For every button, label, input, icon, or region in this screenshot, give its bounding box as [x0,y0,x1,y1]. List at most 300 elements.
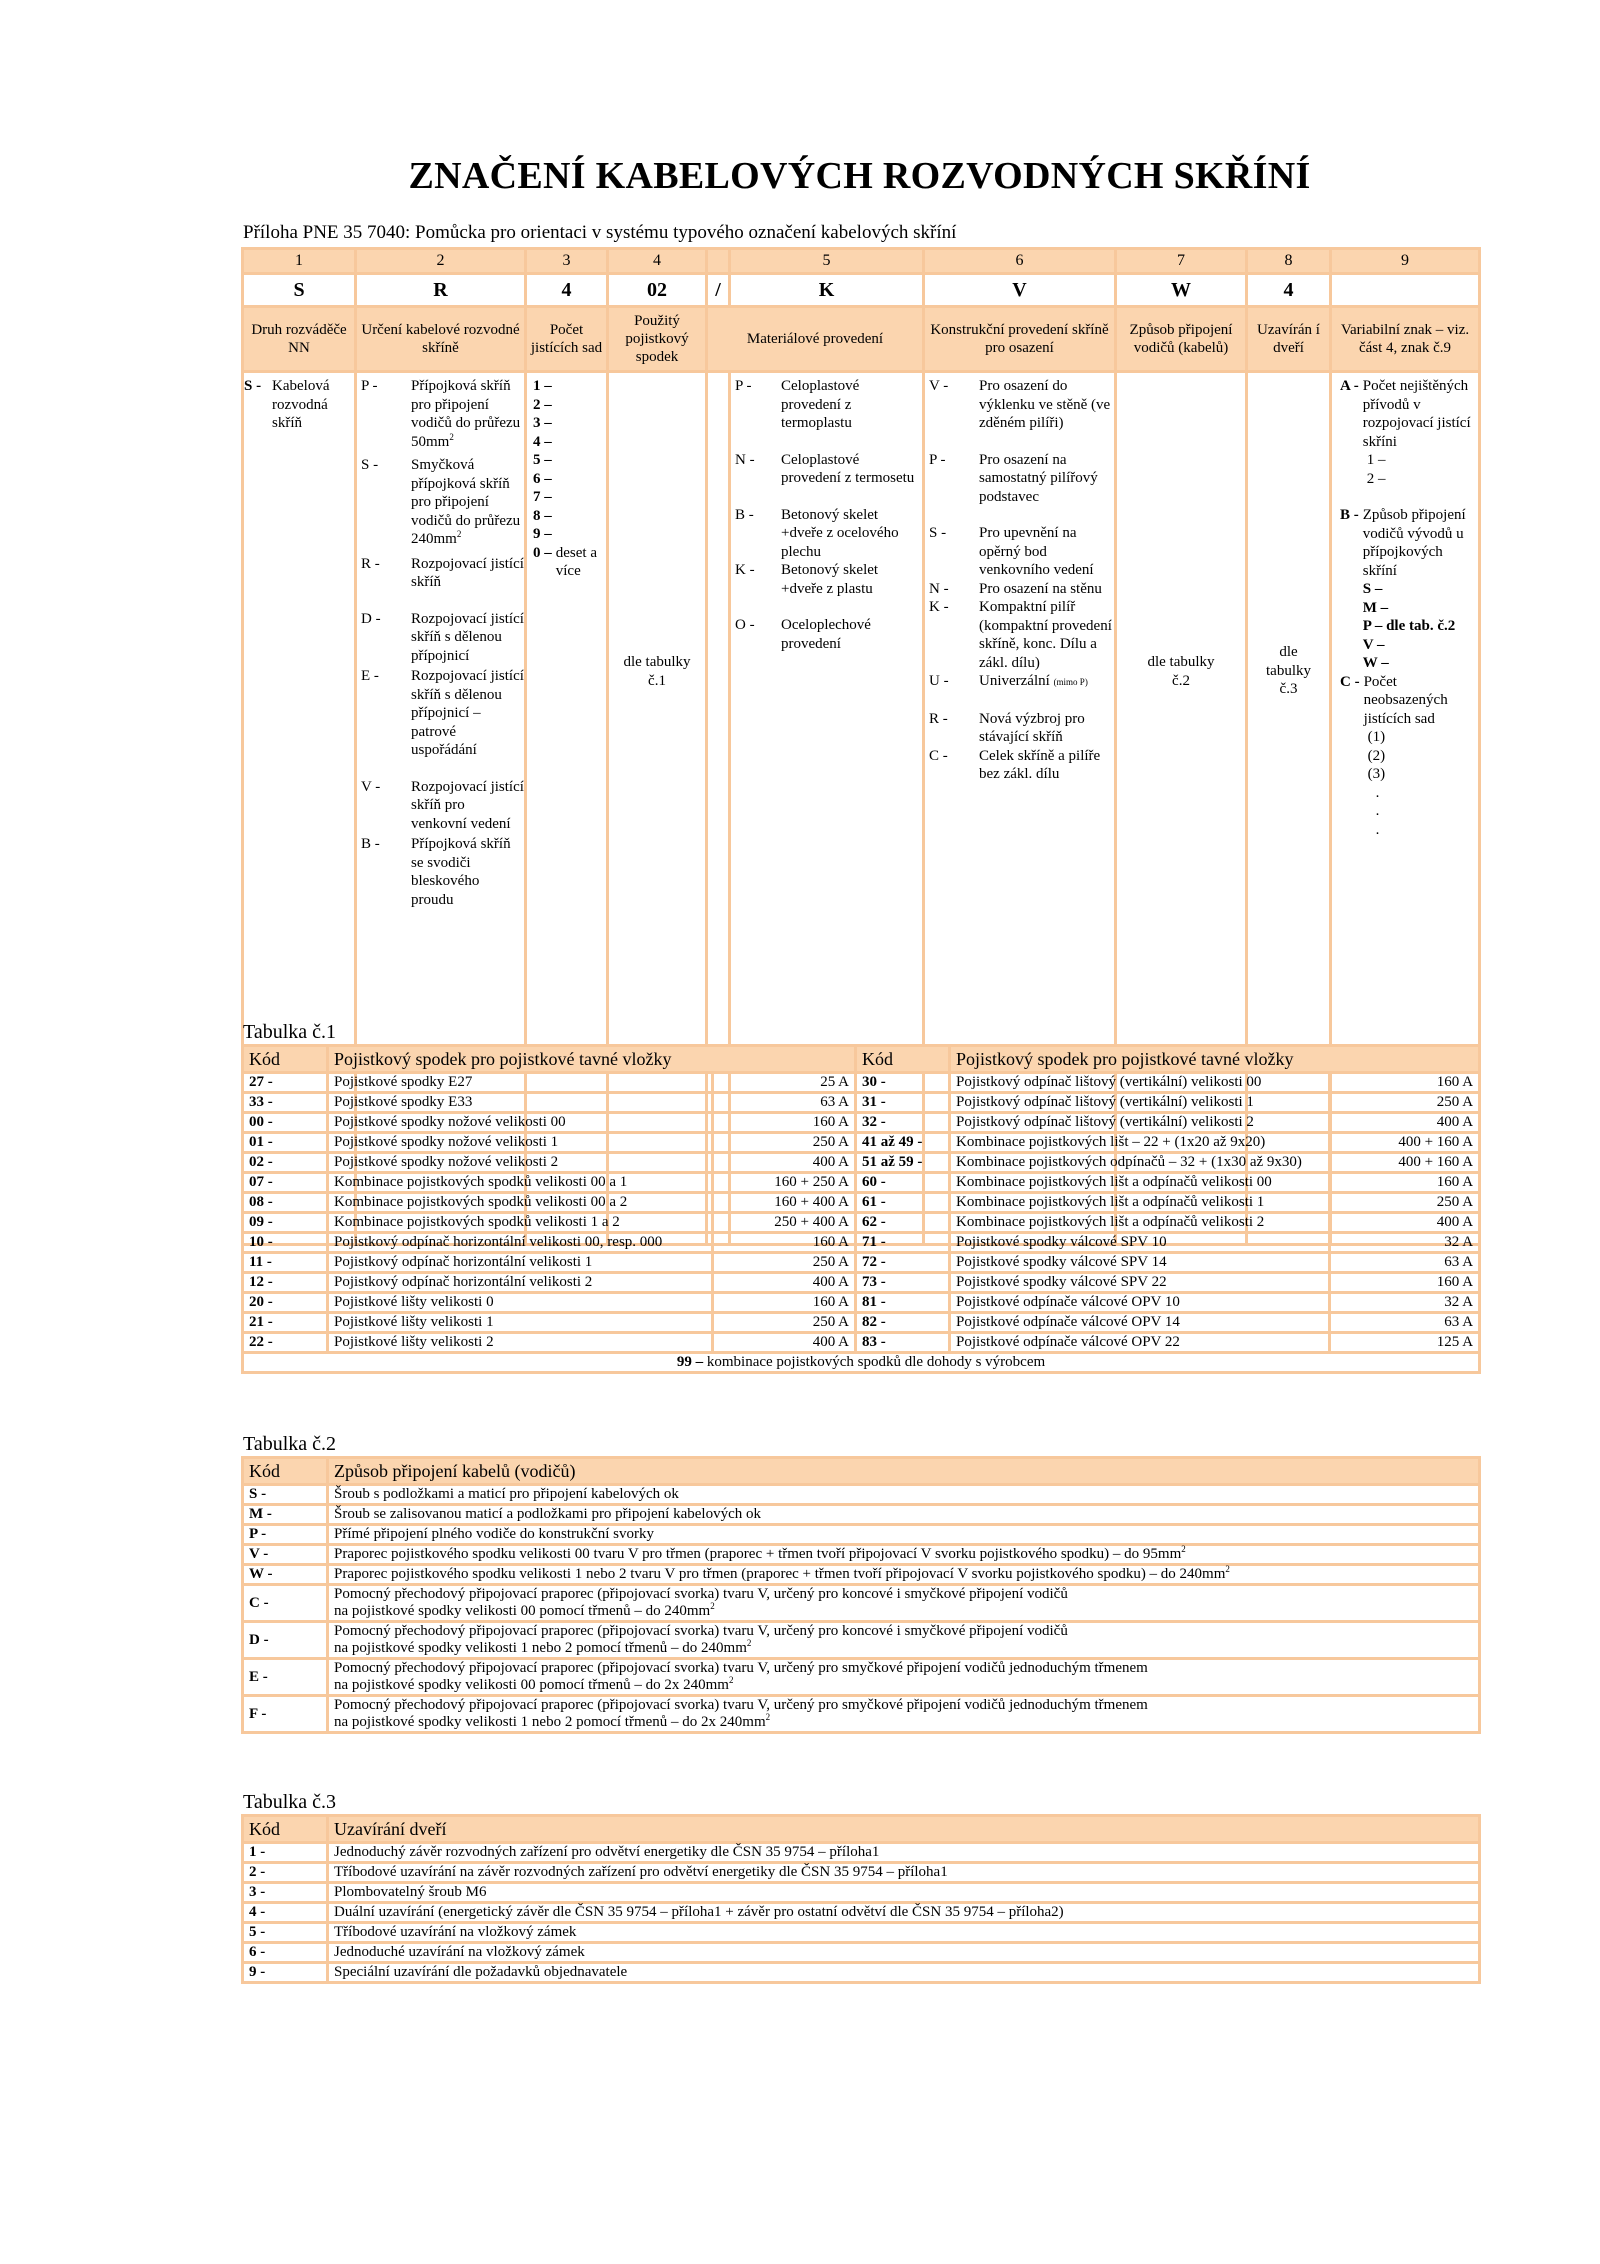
row-line [334,1714,1473,1731]
option-item [361,667,524,760]
row-description: Pojistkové spodky E33 [328,1093,713,1113]
superscript: 2 [449,431,454,442]
option-item [361,377,524,451]
table-row [243,1903,1480,1923]
ref-table3: dle tabulky č.3 [1266,644,1311,697]
option-text-wrap [781,377,922,433]
row-code: 72 - [856,1253,950,1273]
code-letter: 02 [608,274,707,307]
col-number: 1 [243,249,356,274]
row-description: Kombinace pojistkových lišt a odpínačů velikosti 00 [950,1173,1330,1193]
row-description: Pojistkový odpínač horizontální velikosti 2 [328,1273,713,1293]
option-text: Betonový skelet +dveře z ocelového plechu [781,506,899,560]
table1 [241,1044,1481,1374]
row-code: P - [243,1525,328,1545]
row-description: Pojistkový odpínač lištový (vertikální) velikosti 00 [950,1073,1330,1093]
row-rating: 160 + 250 A [713,1173,856,1193]
row-rating: 250 A [1330,1193,1480,1213]
row-rating: 160 A [713,1233,856,1253]
table-row [243,1293,1480,1313]
table-row [243,1273,1480,1293]
header-cell: Použitý pojistkový spodek [608,307,707,372]
option-note: (mimo P) [1053,677,1088,687]
header-cell: Počet jistících sad [526,307,608,372]
row-line-text: na pojistkové spodky velikosti 00 pomocí třmenů – do 240mm [334,1603,711,1619]
footer-code: 99 – [676,1354,704,1370]
option-text-wrap [979,524,1114,580]
option-text: Rozpojovací jistící skříň pro venkovní vedení [411,778,524,832]
row-rating: 400 A [1330,1213,1480,1233]
row-code: 62 - [856,1213,950,1233]
option-text: Přípojková skříň se svodiči bleskového proudu [411,836,511,908]
option-item: S - Kabelová rozvodná skříň [244,378,330,431]
option-code: N - [929,580,949,597]
option-code: P - [735,378,752,394]
row-rating: 63 A [1330,1313,1480,1333]
superscript: 2 [456,529,462,539]
table-row [243,1843,1480,1863]
row-description [328,1565,1480,1585]
variable-code: C - [1340,673,1360,690]
row-description: Tříbodové uzavírání na závěr rozvodných zařízení pro odvětví energetiky dle ČSN 35 9754 – příloha1 [328,1863,1480,1883]
header-cell: Pojistkový spodek pro pojistkové tavné vložky [950,1046,1480,1073]
row-code: 22 - [243,1333,328,1353]
table-row [243,1565,1480,1585]
header-cell: Konstrukční provedení skříně pro osazení [924,307,1116,372]
table-row [243,1073,1480,1093]
col-number: 4 [608,249,707,274]
row-rating: 400 A [713,1333,856,1353]
header-cell: Způsob připojení vodičů (kabelů) [1116,307,1247,372]
variable-item [1340,506,1478,673]
option-text-wrap [979,710,1114,747]
header-cell: Variabilní znak – viz. část 4, znak č.9 [1331,307,1480,372]
option-text: Pro osazení do výklenku ve stěně (ve zděném pilíři) [979,378,1111,431]
variable-sub-item: . [1375,784,1380,801]
row-description: Pojistkové spodky válcové SPV 22 [950,1273,1330,1293]
row-description: Pojistkové odpínače válcové OPV 22 [950,1333,1330,1353]
table-row [243,1863,1480,1883]
count-item: 9 – [533,526,552,542]
code-separator: / [707,274,730,307]
row-code: 20 - [243,1293,328,1313]
row-description: Kombinace pojistkových spodků velikosti 00 a 1 [328,1173,713,1193]
row-line [334,1697,1473,1714]
row-rating: 400 + 160 A [1330,1153,1480,1173]
table-row [243,1133,1480,1153]
table-row [243,1622,1480,1659]
superscript: 2 [710,1601,715,1611]
option-text-wrap [781,561,922,598]
row-rating: 250 A [713,1313,856,1333]
table-row [243,1525,1480,1545]
variable-body [1363,506,1478,673]
table2-header [243,1458,1480,1485]
row-description: Pojistkové spodky nožové velikosti 00 [328,1113,713,1133]
option-text: Betonový skelet +dveře z plastu [781,562,879,597]
row-code: 02 - [243,1153,328,1173]
row-description: Speciální uzavírání dle požadavků objednavatele [328,1963,1480,1983]
row-rating: 160 A [1330,1073,1480,1093]
option-code: B - [361,836,380,852]
count-item-last [533,544,606,581]
row-rating: 400 A [713,1273,856,1293]
option-text-wrap [411,778,524,834]
row-description: Pojistkové lišty velikosti 2 [328,1333,713,1353]
row-rating: 250 A [1330,1093,1480,1113]
variable-code: A - [1340,378,1359,394]
row-line-text: na pojistkové spodky velikosti 00 pomocí třmenů – do 2x 240mm [334,1677,729,1693]
option-text-wrap [411,667,524,760]
table3 [241,1814,1481,1984]
row-description: Pojistkové odpínače válcové OPV 14 [950,1313,1330,1333]
table1-footer-row [243,1353,1480,1373]
option-code: V - [929,378,949,394]
option-item [361,555,524,592]
option-item [361,835,524,909]
row-code: 30 - [856,1073,950,1093]
option-text: Rozpojovací jistící skříň s dělenou přípojnicí [411,610,524,664]
option-item [735,506,922,562]
table1-title: Tabulka č.1 [243,1021,337,1043]
row-code: D - [243,1622,328,1659]
option-text-wrap [781,506,922,562]
row-line [334,1586,1473,1603]
row-description: Kombinace pojistkových lišt a odpínačů velikosti 2 [950,1213,1330,1233]
option-text: Smyčková přípojková skříň pro připojení vodičů do průřezu 240mm [411,457,521,547]
row-description: Pojistkové lišty velikosti 1 [328,1313,713,1333]
superscript: 2 [1225,1564,1230,1574]
row-code: E - [243,1659,328,1696]
count-item: 1 – [533,378,552,394]
superscript: 2 [746,1638,752,1648]
row-description [328,1659,1480,1696]
option-code: P - [361,378,378,394]
row-description: Pojistkový odpínač lištový (vertikální) velikosti 1 [950,1093,1330,1113]
row-code: 5 - [243,1923,328,1943]
option-text-wrap [781,616,922,653]
table-row [243,1113,1480,1133]
table-row [243,1923,1480,1943]
option-text: Celoplastové provedení z termoplastu [781,378,860,431]
row-description: Pojistkové spodky nožové velikosti 2 [328,1153,713,1173]
row-line-text: Praporec pojistkového spodku velikosti 00 tvaru V pro třmen (praporec + třmen tvoří připojovací V svorku pojistkového spodku) – do 95mm [334,1546,1182,1562]
option-text-wrap [411,377,524,451]
row-rating: 25 A [713,1073,856,1093]
option-text: Oceloplechové provedení [781,617,871,652]
row-description: Pojistkový odpínač lištový (vertikální) velikosti 2 [950,1113,1330,1133]
row-description: Kombinace pojistkových spodků velikosti 1 a 2 [328,1213,713,1233]
col-number: 3 [526,249,608,274]
row-line-text: Šroub s podložkami a maticí pro připojení kabelových ok [334,1486,679,1502]
row-code: S - [243,1485,328,1505]
row-code: 6 - [243,1943,328,1963]
row-description [328,1585,1480,1622]
row-rating: 160 + 400 A [713,1193,856,1213]
row-description [328,1622,1480,1659]
row-description: Kombinace pojistkových lišt – 22 + (1x20 až 9x20) [950,1133,1330,1153]
superscript: 2 [1181,1544,1186,1554]
variable-sub-item: 2 – [1366,470,1386,487]
option-code: C - [929,747,948,764]
row-description: Kombinace pojistkových lišt a odpínačů velikosti 1 [950,1193,1330,1213]
col-number-blank [707,249,730,274]
col-number: 7 [1116,249,1247,274]
row-line-text: na pojistkové spodky velikosti 1 nebo 2 pomocí třmenů – do 2x 240mm [334,1714,766,1730]
table-row [243,1333,1480,1353]
table-row [243,1173,1480,1193]
row-code: C - [243,1585,328,1622]
option-text: Rozpojovací jistící skříň s dělenou přípojnicí – patrové uspořádání [411,668,524,758]
option-item [929,377,1114,433]
row-rating: 160 A [1330,1273,1480,1293]
row-description: Duální uzavírání (energetický závěr dle ČSN 35 9754 – příloha1 + závěr pro ostatní odvětví dle ČSN 35 9754 – příloha2) [328,1903,1480,1923]
option-item [929,598,1114,672]
row-line [334,1677,1473,1694]
count-item: 6 – [533,470,552,487]
variable-item [1340,377,1478,488]
table-row [243,1696,1480,1733]
row-code: 27 - [243,1073,328,1093]
count-item: 2 – [533,396,552,413]
code-letter: R [356,274,526,307]
code-letter: V [924,274,1116,307]
row-description: Pojistkové spodky E27 [328,1073,713,1093]
col-number: 8 [1247,249,1331,274]
row-description: Pojistkové lišty velikosti 0 [328,1293,713,1313]
option-text-wrap [411,610,524,666]
variable-sub-item: V – [1362,636,1385,653]
row-description [328,1545,1480,1565]
row-code: 1 - [243,1843,328,1863]
table-row [243,1233,1480,1253]
table-row [243,1253,1480,1273]
count-item: 7 – [533,489,552,505]
row-rating: 400 A [1330,1113,1480,1133]
col-number: 9 [1331,249,1480,274]
row-rating: 400 + 160 A [1330,1133,1480,1153]
row-code: M - [243,1505,328,1525]
variable-body [1364,673,1478,840]
option-text-wrap [979,747,1114,784]
variable-sub-item: M – [1362,599,1389,616]
table3-header [243,1816,1480,1843]
row-line [334,1623,1473,1640]
table-row [243,1505,1480,1525]
variable-sub-item: (3) [1367,766,1386,782]
table-row [243,1153,1480,1173]
table1-footer [243,1353,1480,1373]
row-line [334,1526,1473,1543]
code-letter: 4 [1247,274,1331,307]
option-code: R - [929,710,948,727]
row-line [334,1566,1473,1583]
row-line-text: na pojistkové spodky velikosti 1 nebo 2 pomocí třmenů – do 240mm [334,1640,747,1656]
option-text-wrap [979,598,1114,672]
row-line [334,1546,1473,1563]
row-code: 21 - [243,1313,328,1333]
table3-title: Tabulka č.3 [243,1791,337,1813]
count-item: 5 – [533,452,552,468]
column-number-row [243,249,1480,274]
option-text: Kompaktní pilíř (kompaktní provedení skříně, konc. Dílu a zákl. dílu) [979,599,1112,671]
row-description [328,1525,1480,1545]
row-description [328,1505,1480,1525]
row-code: 82 - [856,1313,950,1333]
header-cell: Uzavírání dveří [328,1816,1480,1843]
option-item [735,561,922,598]
option-code: U - [929,673,949,689]
variable-sub-item: S – [1362,581,1383,597]
row-description: Pojistkové odpínače válcové OPV 10 [950,1293,1330,1313]
row-line-text: Pomocný přechodový připojovací praporec (připojovací svorka) tvaru V, určený pro smyčkové připojení vodičů jednoduchým třmenem [334,1697,1148,1713]
row-description: Plombovatelný šroub M6 [328,1883,1480,1903]
row-rating: 250 A [713,1253,856,1273]
code-letter: K [730,274,924,307]
row-code: V - [243,1545,328,1565]
variable-sub-item: . [1375,803,1380,819]
row-rating: 250 + 400 A [713,1213,856,1233]
count-item: 3 – [533,415,552,431]
row-code: 12 - [243,1273,328,1293]
header-cell: Kód [243,1816,328,1843]
option-item [735,451,922,488]
row-code: 33 - [243,1093,328,1113]
option-code: V - [361,778,381,795]
count-code: 0 – [533,544,552,561]
option-text: Přípojková skříň pro připojení vodičů do průřezu 50mm [411,378,521,450]
option-item [929,524,1114,580]
option-text: Celek skříně a pilíře bez zákl. dílu [979,747,1101,782]
row-description: Jednoduchý závěr rozvodných zařízení pro odvětví energetiky dle ČSN 35 9754 – příloha1 [328,1843,1480,1863]
row-description: Pojistkový odpínač horizontální velikosti 00, resp. 000 [328,1233,713,1253]
row-code: 09 - [243,1213,328,1233]
option-item [361,610,524,666]
option-code: D - [361,610,381,627]
count-text: deset a více [555,544,597,579]
option-code: K - [735,562,755,578]
option-text: Pro osazení na samostatný pilířový podstavec [979,451,1098,505]
row-line-text: Pomocný přechodový připojovací praporec (připojovací svorka) tvaru V, určený pro koncové i smyčkové připojení vodičů [334,1586,1068,1602]
variable-text: Počet nejištěných přívodů v rozpojovací jistící skříni [1362,378,1471,450]
row-description: Pojistkové spodky nožové velikosti 1 [328,1133,713,1153]
row-code: F - [243,1696,328,1733]
row-description: Kombinace pojistkových odpínačů – 32 + (1x30 až 9x30) [950,1153,1330,1173]
option-code: B - [735,506,754,523]
row-code: W - [243,1565,328,1585]
code-letter: W [1116,274,1247,307]
page-subtitle: Příloha PNE 35 7040: Pomůcka pro orientaci v systému typového označení kabelových skříní [243,222,957,243]
option-item [929,451,1114,507]
option-code: K - [929,599,949,615]
ref-table1: dle tabulky č.1 [623,654,691,689]
option-code: S - [929,525,947,541]
variable-sub-item: (1) [1367,729,1386,745]
variable-sub-item: W – [1362,655,1389,671]
option-text-wrap [411,555,524,592]
option-text-wrap [979,451,1114,507]
header-cell: Pojistkový spodek pro pojistkové tavné vložky [328,1046,856,1073]
option-code: S - [361,457,379,473]
option-item [361,778,524,834]
row-code: 61 - [856,1193,950,1213]
table-row [243,1943,1480,1963]
option-code: O - [735,617,755,633]
variable-code: B - [1340,507,1359,523]
row-code: 4 - [243,1903,328,1923]
code-letter [1331,274,1480,307]
option-item [929,747,1114,784]
variable-sub-item: . [1375,821,1380,838]
col-number: 2 [356,249,526,274]
row-line [334,1603,1473,1620]
row-rating: 160 A [1330,1173,1480,1193]
option-text: Rozpojovací jistící skříň [411,555,524,590]
option-item [929,710,1114,747]
row-rating: 32 A [1330,1233,1480,1253]
row-rating: 32 A [1330,1293,1480,1313]
option-item [735,377,922,433]
row-code: 71 - [856,1233,950,1253]
row-rating: 63 A [713,1093,856,1113]
option-item [929,580,1114,599]
row-line-text: Pomocný přechodový připojovací praporec (připojovací svorka) tvaru V, určený pro smyčkové připojení vodičů jednoduchým třmenem [334,1660,1148,1676]
variable-sub-item: (2) [1367,747,1386,764]
table-row [243,1213,1480,1233]
row-rating: 250 A [713,1133,856,1153]
option-code: R - [361,555,380,572]
option-text-wrap [411,835,524,909]
option-code: E - [361,668,379,684]
option-text: Nová výzbroj pro stávající skříň [979,710,1085,745]
variable-text: Způsob připojení vodičů vývodů u přípojkových skříní [1362,507,1466,579]
row-code: 08 - [243,1193,328,1213]
row-code: 41 až 49 - [856,1133,950,1153]
count-item: 4 – [533,433,552,450]
row-code: 01 - [243,1133,328,1153]
table1-header [243,1046,1480,1073]
row-rating: 160 A [713,1113,856,1133]
row-code: 51 až 59 - [856,1153,950,1173]
row-line [334,1506,1473,1523]
col-number: 6 [924,249,1116,274]
header-row [243,307,1480,372]
table2-title: Tabulka č.2 [243,1433,337,1455]
row-code: 2 - [243,1863,328,1883]
option-text-wrap [781,451,922,488]
table-row [243,1193,1480,1213]
example-code-row [243,274,1480,307]
row-description: Tříbodové uzavírání na vložkový zámek [328,1923,1480,1943]
row-description: Pojistkové spodky válcové SPV 14 [950,1253,1330,1273]
row-description: Kombinace pojistkových spodků velikosti 00 a 2 [328,1193,713,1213]
table-row [243,1585,1480,1622]
option-code: N - [735,451,755,468]
page-title: ZNAČENÍ KABELOVÝCH ROZVODNÝCH SKŘÍNÍ [408,155,1311,197]
table-row [243,1545,1480,1565]
option-text: Pro osazení na stěnu [979,580,1102,597]
row-rating: 400 A [713,1153,856,1173]
row-line-text: Pomocný přechodový připojovací praporec (připojovací svorka) tvaru V, určený pro koncové i smyčkové připojení vodičů [334,1623,1068,1639]
header-cell: Materiálové provedení [707,307,924,372]
option-text-wrap [979,580,1114,599]
option-item [361,456,524,549]
row-code: 31 - [856,1093,950,1113]
table-row [243,1883,1480,1903]
row-line-text: Přímé připojení plného vodiče do konstrukční svorky [334,1526,654,1542]
row-description [328,1696,1480,1733]
row-description: Pojistkový odpínač horizontální velikosti 1 [328,1253,713,1273]
